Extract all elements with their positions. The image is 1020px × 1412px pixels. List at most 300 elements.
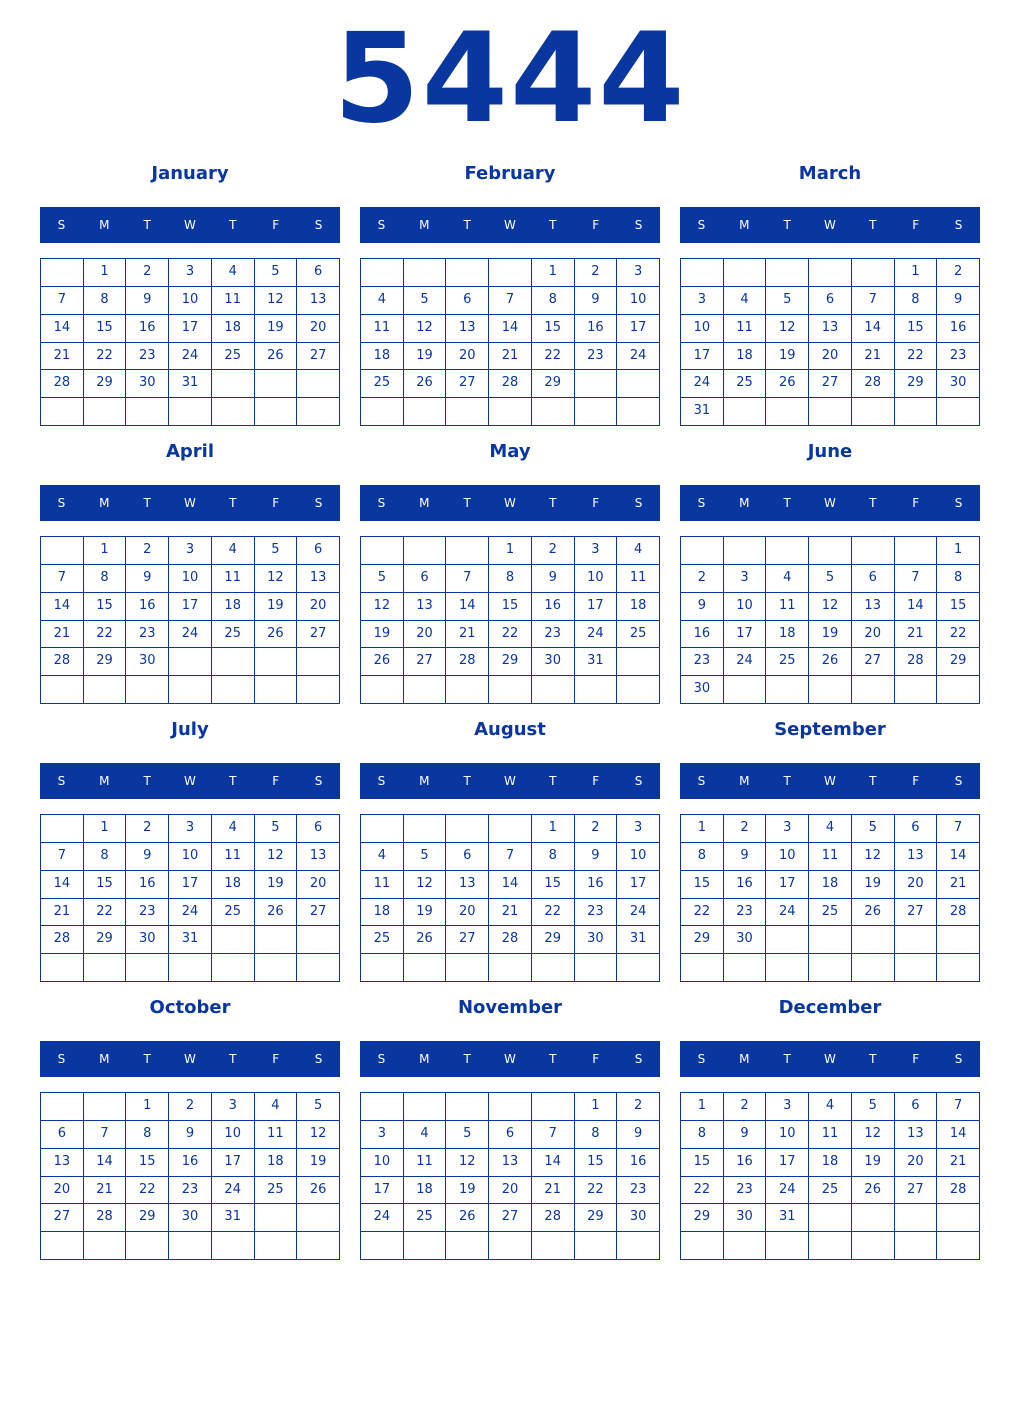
empty-cell: [575, 954, 618, 982]
empty-cell: [126, 676, 169, 704]
day-cell: 15: [895, 315, 938, 343]
day-cell: 7: [937, 1093, 980, 1121]
day-cell: 27: [809, 370, 852, 398]
day-cell: 23: [126, 343, 169, 371]
day-cell: 9: [126, 287, 169, 315]
day-cell: 17: [169, 315, 212, 343]
day-cell: 31: [766, 1204, 809, 1232]
empty-cell: [84, 1232, 127, 1260]
month-april: [40, 438, 340, 706]
empty-cell: [617, 648, 660, 676]
day-cell: 14: [937, 1121, 980, 1149]
day-cell: 26: [255, 343, 298, 371]
weekday-label: F: [912, 774, 920, 788]
day-grid: [360, 536, 660, 704]
day-cell: 28: [937, 1177, 980, 1205]
weekday-label: F: [272, 1052, 280, 1066]
empty-cell: [255, 954, 298, 982]
day-cell: 3: [212, 1093, 255, 1121]
day-cell: 5: [766, 287, 809, 315]
day-cell: 25: [212, 899, 255, 927]
empty-cell: [895, 954, 938, 982]
weekday-label: W: [824, 1052, 836, 1066]
day-cell: 31: [169, 926, 212, 954]
month-march: [680, 160, 980, 428]
day-grid: [40, 536, 340, 704]
day-cell: 13: [297, 843, 340, 871]
day-cell: 30: [126, 648, 169, 676]
day-cell: 29: [532, 926, 575, 954]
empty-cell: [169, 648, 212, 676]
weekday-label: T: [143, 218, 151, 232]
day-cell: 8: [489, 565, 532, 593]
month-july: [40, 716, 340, 984]
day-cell: 10: [766, 1121, 809, 1149]
empty-cell: [937, 676, 980, 704]
day-cell: 9: [681, 593, 724, 621]
weekday-label: W: [504, 774, 516, 788]
weekday-label: F: [912, 218, 920, 232]
day-cell: 30: [169, 1204, 212, 1232]
weekday-label: M: [739, 496, 750, 510]
day-cell: 11: [255, 1121, 298, 1149]
empty-cell: [617, 954, 660, 982]
empty-cell: [937, 398, 980, 426]
weekday-header: [680, 763, 980, 799]
empty-cell: [212, 398, 255, 426]
day-grid: [680, 258, 980, 426]
day-cell: 11: [724, 315, 767, 343]
empty-cell: [895, 1204, 938, 1232]
day-cell: 20: [404, 621, 447, 649]
year-title: 5444: [333, 7, 687, 151]
day-cell: 10: [169, 287, 212, 315]
day-cell: 13: [404, 593, 447, 621]
day-cell: 3: [766, 815, 809, 843]
weekday-label: T: [229, 1052, 237, 1066]
day-cell: 5: [446, 1121, 489, 1149]
empty-cell: [212, 1232, 255, 1260]
empty-cell: [575, 398, 618, 426]
weekday-label: T: [143, 496, 151, 510]
empty-cell: [297, 1232, 340, 1260]
day-cell: 2: [724, 815, 767, 843]
day-cell: 27: [446, 926, 489, 954]
day-cell: 21: [41, 899, 84, 927]
day-grid: [360, 814, 660, 982]
day-cell: 26: [852, 1177, 895, 1205]
day-cell: 12: [255, 565, 298, 593]
day-cell: 7: [937, 815, 980, 843]
day-cell: 11: [212, 287, 255, 315]
day-cell: 8: [681, 843, 724, 871]
empty-cell: [212, 648, 255, 676]
weekday-label: W: [184, 496, 196, 510]
day-grid: [680, 536, 980, 704]
day-cell: 12: [404, 871, 447, 899]
weekday-label: M: [419, 218, 430, 232]
day-cell: 1: [895, 259, 938, 287]
weekday-label: S: [634, 496, 643, 510]
day-cell: 17: [681, 343, 724, 371]
day-cell: 9: [532, 565, 575, 593]
weekday-label: T: [549, 774, 557, 788]
day-cell: 10: [617, 287, 660, 315]
day-cell: 18: [617, 593, 660, 621]
empty-cell: [852, 676, 895, 704]
empty-cell: [169, 954, 212, 982]
month-november: [360, 994, 660, 1262]
day-cell: 29: [126, 1204, 169, 1232]
weekday-header: [40, 485, 340, 521]
empty-cell: [297, 398, 340, 426]
weekday-header: [360, 485, 660, 521]
day-cell: 6: [41, 1121, 84, 1149]
day-cell: 14: [41, 871, 84, 899]
day-cell: 14: [446, 593, 489, 621]
day-cell: 22: [84, 899, 127, 927]
empty-cell: [766, 259, 809, 287]
weekday-label: T: [549, 218, 557, 232]
day-cell: 6: [297, 259, 340, 287]
empty-cell: [404, 1232, 447, 1260]
weekday-label: F: [912, 496, 920, 510]
month-name: August: [474, 719, 546, 740]
empty-cell: [361, 815, 404, 843]
day-cell: 26: [809, 648, 852, 676]
day-cell: 3: [169, 259, 212, 287]
day-cell: 19: [361, 621, 404, 649]
day-cell: 5: [852, 815, 895, 843]
day-cell: 2: [126, 815, 169, 843]
empty-cell: [126, 1232, 169, 1260]
weekday-label: T: [463, 1052, 471, 1066]
empty-cell: [212, 676, 255, 704]
day-cell: 27: [297, 899, 340, 927]
empty-cell: [255, 398, 298, 426]
empty-cell: [617, 370, 660, 398]
day-cell: 17: [361, 1177, 404, 1205]
weekday-label: S: [697, 496, 706, 510]
weekday-label: T: [463, 774, 471, 788]
month-name: November: [457, 997, 563, 1018]
empty-cell: [255, 926, 298, 954]
day-cell: 28: [41, 370, 84, 398]
day-cell: 25: [766, 648, 809, 676]
weekday-header: [40, 207, 340, 243]
day-cell: 13: [895, 843, 938, 871]
empty-cell: [532, 676, 575, 704]
day-cell: 18: [809, 871, 852, 899]
day-cell: 18: [212, 315, 255, 343]
day-cell: 14: [852, 315, 895, 343]
day-cell: 18: [255, 1149, 298, 1177]
day-cell: 3: [169, 815, 212, 843]
empty-cell: [446, 1093, 489, 1121]
day-cell: 1: [84, 815, 127, 843]
day-grid: [40, 258, 340, 426]
day-cell: 22: [532, 343, 575, 371]
day-cell: 21: [937, 871, 980, 899]
day-cell: 8: [575, 1121, 618, 1149]
day-cell: 31: [575, 648, 618, 676]
day-cell: 2: [532, 537, 575, 565]
day-cell: 18: [404, 1177, 447, 1205]
day-cell: 28: [852, 370, 895, 398]
empty-cell: [489, 676, 532, 704]
day-cell: 27: [895, 1177, 938, 1205]
day-cell: 26: [297, 1177, 340, 1205]
day-cell: 24: [766, 899, 809, 927]
day-cell: 11: [361, 315, 404, 343]
day-cell: 27: [297, 343, 340, 371]
day-cell: 27: [297, 621, 340, 649]
day-cell: 3: [724, 565, 767, 593]
month-name: January: [151, 163, 229, 184]
day-cell: 21: [852, 343, 895, 371]
empty-cell: [724, 676, 767, 704]
day-cell: 1: [681, 1093, 724, 1121]
empty-cell: [681, 1232, 724, 1260]
day-cell: 11: [809, 843, 852, 871]
empty-cell: [297, 954, 340, 982]
day-cell: 5: [852, 1093, 895, 1121]
day-cell: 1: [489, 537, 532, 565]
empty-cell: [809, 676, 852, 704]
weekday-label: S: [954, 496, 963, 510]
empty-cell: [297, 926, 340, 954]
weekday-label: T: [869, 1052, 877, 1066]
day-cell: 16: [169, 1149, 212, 1177]
day-cell: 18: [766, 621, 809, 649]
day-cell: 15: [532, 315, 575, 343]
day-cell: 26: [404, 926, 447, 954]
weekday-label: M: [739, 774, 750, 788]
empty-cell: [895, 676, 938, 704]
empty-cell: [404, 1093, 447, 1121]
empty-cell: [809, 954, 852, 982]
day-cell: 9: [169, 1121, 212, 1149]
empty-cell: [297, 648, 340, 676]
day-cell: 6: [446, 843, 489, 871]
day-cell: 14: [84, 1149, 127, 1177]
day-cell: 26: [361, 648, 404, 676]
day-cell: 21: [489, 343, 532, 371]
empty-cell: [446, 259, 489, 287]
day-cell: 24: [681, 370, 724, 398]
day-cell: 15: [575, 1149, 618, 1177]
empty-cell: [446, 676, 489, 704]
empty-cell: [84, 954, 127, 982]
empty-cell: [724, 954, 767, 982]
day-cell: 3: [766, 1093, 809, 1121]
weekday-label: F: [272, 496, 280, 510]
day-cell: 9: [575, 287, 618, 315]
day-cell: 9: [126, 843, 169, 871]
day-cell: 1: [84, 259, 127, 287]
day-cell: 4: [766, 565, 809, 593]
month-june: [680, 438, 980, 706]
empty-cell: [404, 815, 447, 843]
day-cell: 15: [84, 315, 127, 343]
empty-cell: [895, 926, 938, 954]
day-cell: 11: [361, 871, 404, 899]
day-cell: 7: [895, 565, 938, 593]
day-cell: 16: [937, 315, 980, 343]
day-cell: 16: [532, 593, 575, 621]
day-cell: 29: [937, 648, 980, 676]
day-cell: 24: [169, 899, 212, 927]
empty-cell: [41, 1093, 84, 1121]
empty-cell: [937, 1232, 980, 1260]
weekday-label: W: [504, 496, 516, 510]
empty-cell: [681, 537, 724, 565]
day-cell: 28: [41, 926, 84, 954]
day-cell: 4: [255, 1093, 298, 1121]
day-cell: 25: [361, 370, 404, 398]
day-cell: 27: [852, 648, 895, 676]
day-cell: 5: [404, 843, 447, 871]
empty-cell: [169, 676, 212, 704]
day-cell: 7: [41, 565, 84, 593]
day-cell: 4: [617, 537, 660, 565]
day-cell: 24: [361, 1204, 404, 1232]
empty-cell: [361, 537, 404, 565]
weekday-label: S: [377, 218, 386, 232]
day-cell: 14: [41, 315, 84, 343]
day-cell: 1: [84, 537, 127, 565]
day-cell: 31: [169, 370, 212, 398]
empty-cell: [297, 370, 340, 398]
day-cell: 31: [681, 398, 724, 426]
day-cell: 15: [84, 593, 127, 621]
empty-cell: [212, 370, 255, 398]
empty-cell: [255, 1204, 298, 1232]
empty-cell: [937, 926, 980, 954]
weekday-label: T: [143, 1052, 151, 1066]
day-cell: 11: [766, 593, 809, 621]
weekday-label: W: [504, 218, 516, 232]
day-cell: 9: [937, 287, 980, 315]
weekday-label: S: [954, 218, 963, 232]
day-cell: 30: [724, 926, 767, 954]
weekday-label: M: [419, 1052, 430, 1066]
day-cell: 16: [681, 621, 724, 649]
weekday-label: S: [634, 774, 643, 788]
empty-cell: [766, 537, 809, 565]
day-cell: 15: [937, 593, 980, 621]
day-cell: 17: [617, 871, 660, 899]
empty-cell: [575, 370, 618, 398]
day-cell: 22: [575, 1177, 618, 1205]
weekday-label: S: [57, 496, 66, 510]
weekday-label: S: [377, 774, 386, 788]
month-october: [40, 994, 340, 1262]
day-cell: 12: [361, 593, 404, 621]
empty-cell: [532, 1093, 575, 1121]
weekday-header: [360, 763, 660, 799]
day-cell: 23: [575, 899, 618, 927]
empty-cell: [937, 1204, 980, 1232]
empty-cell: [41, 676, 84, 704]
day-cell: 6: [895, 1093, 938, 1121]
empty-cell: [895, 537, 938, 565]
weekday-label: M: [99, 218, 110, 232]
empty-cell: [446, 1232, 489, 1260]
month-february: [360, 160, 660, 428]
day-cell: 30: [681, 676, 724, 704]
day-cell: 10: [681, 315, 724, 343]
day-cell: 18: [724, 343, 767, 371]
weekday-label: W: [504, 1052, 516, 1066]
day-cell: 23: [169, 1177, 212, 1205]
day-cell: 21: [532, 1177, 575, 1205]
empty-cell: [126, 954, 169, 982]
month-name: May: [489, 441, 531, 462]
day-cell: 19: [446, 1177, 489, 1205]
empty-cell: [532, 1232, 575, 1260]
day-cell: 26: [766, 370, 809, 398]
day-cell: 4: [212, 259, 255, 287]
day-cell: 11: [212, 843, 255, 871]
day-cell: 1: [532, 259, 575, 287]
empty-cell: [41, 815, 84, 843]
empty-cell: [489, 954, 532, 982]
weekday-label: S: [314, 218, 323, 232]
day-cell: 29: [532, 370, 575, 398]
day-cell: 17: [169, 593, 212, 621]
empty-cell: [212, 926, 255, 954]
day-cell: 12: [852, 843, 895, 871]
day-cell: 21: [937, 1149, 980, 1177]
weekday-label: S: [954, 1052, 963, 1066]
day-cell: 23: [724, 899, 767, 927]
day-cell: 10: [575, 565, 618, 593]
day-grid: [680, 1092, 980, 1260]
day-cell: 13: [809, 315, 852, 343]
empty-cell: [852, 1204, 895, 1232]
day-cell: 21: [41, 621, 84, 649]
day-cell: 29: [575, 1204, 618, 1232]
day-cell: 29: [489, 648, 532, 676]
empty-cell: [766, 398, 809, 426]
day-cell: 2: [126, 537, 169, 565]
day-cell: 22: [937, 621, 980, 649]
empty-cell: [852, 926, 895, 954]
day-cell: 19: [404, 899, 447, 927]
day-cell: 7: [41, 287, 84, 315]
weekday-label: M: [739, 218, 750, 232]
weekday-label: S: [697, 774, 706, 788]
weekday-label: S: [57, 774, 66, 788]
empty-cell: [852, 537, 895, 565]
empty-cell: [41, 954, 84, 982]
day-cell: 12: [446, 1149, 489, 1177]
day-cell: 11: [404, 1149, 447, 1177]
day-cell: 23: [724, 1177, 767, 1205]
day-cell: 26: [446, 1204, 489, 1232]
empty-cell: [809, 398, 852, 426]
weekday-label: S: [57, 1052, 66, 1066]
empty-cell: [41, 398, 84, 426]
day-cell: 25: [809, 899, 852, 927]
empty-cell: [532, 954, 575, 982]
day-cell: 26: [404, 370, 447, 398]
day-cell: 18: [361, 899, 404, 927]
month-december: [680, 994, 980, 1262]
day-cell: 20: [446, 343, 489, 371]
day-cell: 2: [681, 565, 724, 593]
